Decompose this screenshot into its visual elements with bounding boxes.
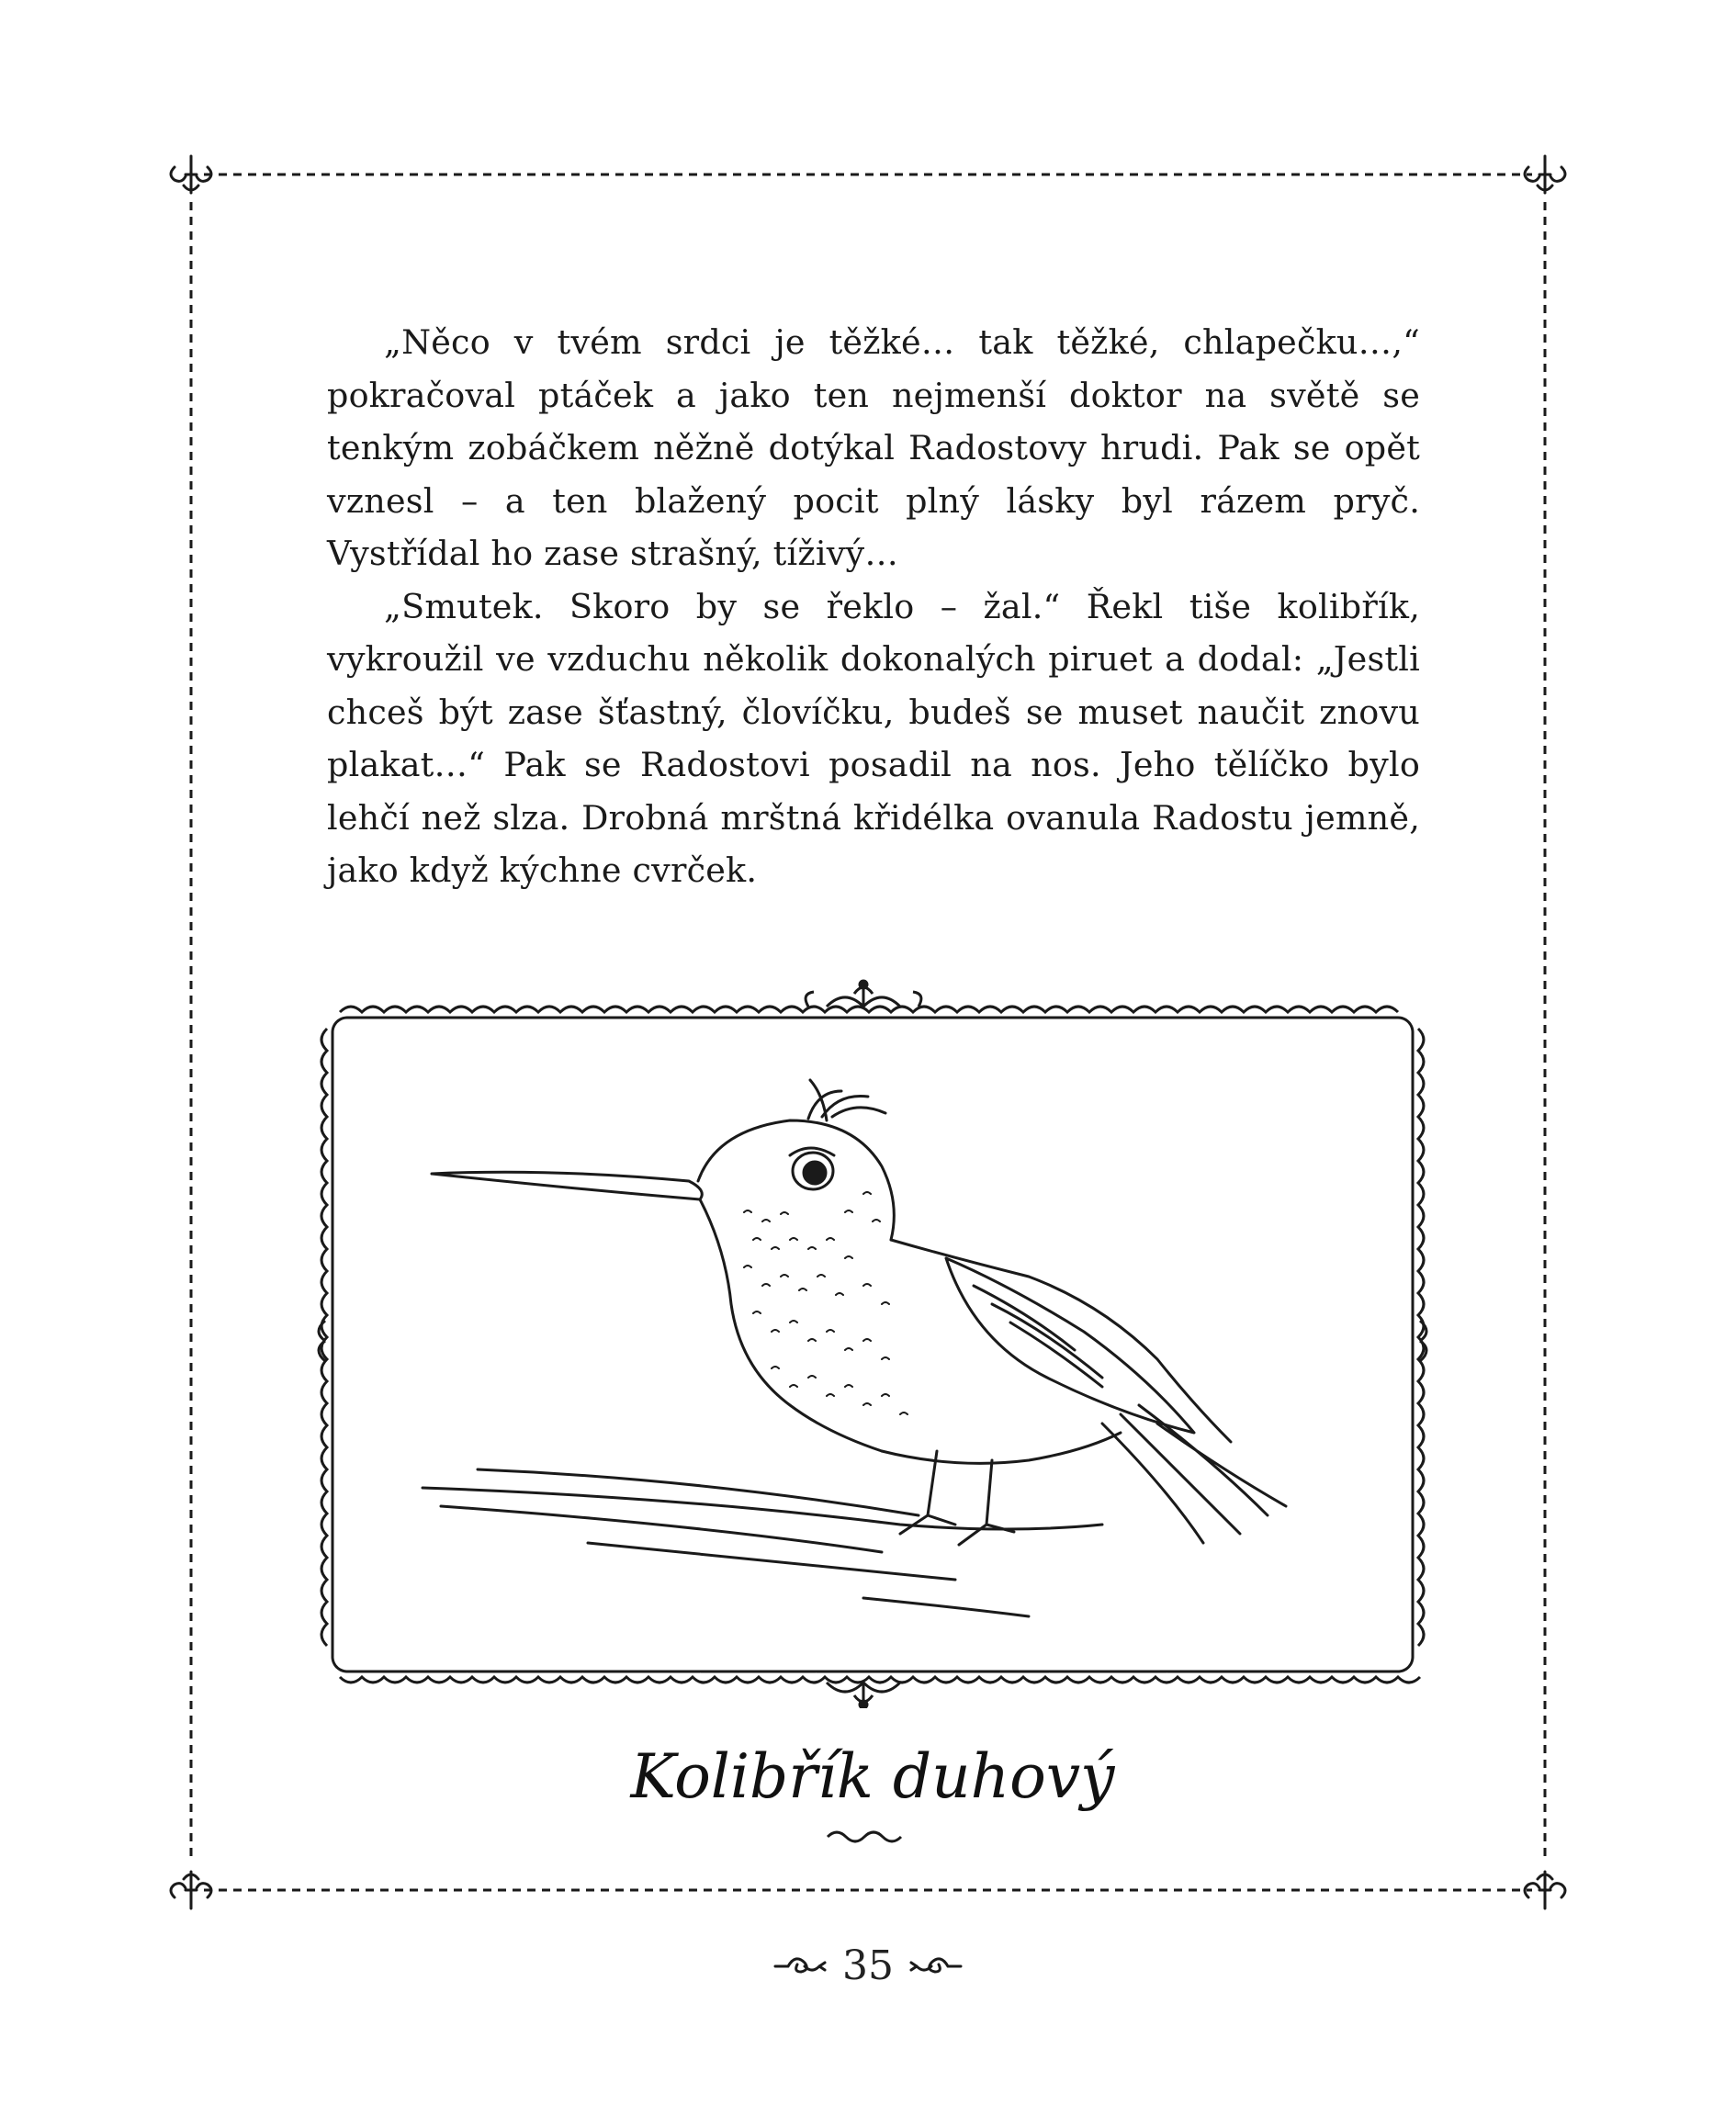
tail [1102, 1405, 1286, 1543]
page-number: 35 [842, 1942, 894, 1989]
belly [882, 1433, 1121, 1463]
body-front [700, 1199, 882, 1451]
hummingbird-illustration [312, 974, 1433, 1708]
page-number-flourish-right-icon [909, 1951, 964, 1982]
feather-texture [744, 1192, 907, 1414]
hummingbird-drawing [423, 1080, 1286, 1616]
legs [900, 1451, 1014, 1545]
paragraph-2: „Smutek. Skoro by se řeklo – žal.“ Řekl tiše kolibřík, vykroužil ve vzduchu několik dokonalých piruet a dodal: „Jestli chceš být zase šťastný, človíčku, budeš se muset naučit znovu plakat…“ Pak se Radostovi posadil na nos. Jeho tělíčko bylo lehčí než slza. Drobná mrštná křidélka ovanula Radostu jemně, jako když kýchne cvrček. [327, 586, 1420, 890]
scalloped-frame [333, 1018, 1413, 1671]
bottom-ornament-icon [827, 1683, 900, 1702]
page-number-flourish-left-icon [772, 1951, 827, 1982]
scallop-edge-top [340, 1007, 1398, 1012]
crest [808, 1080, 885, 1120]
paragraph-1: „Něco v tvém srdci je těžké… tak těžké, chlapečku…,“ pokračoval ptáček a jako ten nejmenší doktor na světě se tenkým zobáčkem něžně dotýkal Radostovy hrudi. Pak se opět vznesl – a ten blažený pocit plný lásky byl rázem pryč. Vystřídal ho zase strašný, tíživý… [327, 322, 1420, 573]
illustration-caption: Kolibřík duhový [630, 1741, 1115, 1812]
body-text [327, 316, 1420, 897]
caption-flourish-icon [822, 1826, 914, 1848]
beak [432, 1172, 702, 1199]
branch [423, 1469, 1102, 1616]
page-footer [0, 1934, 1736, 1998]
scallop-edge-bottom [340, 1677, 1420, 1683]
